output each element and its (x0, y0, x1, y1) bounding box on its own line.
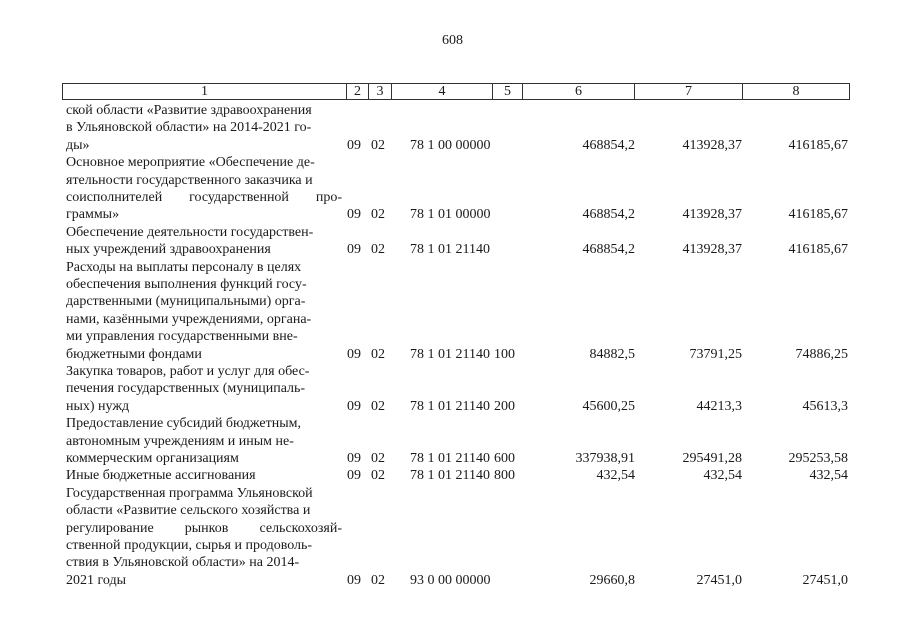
cell-vr: 600 (494, 450, 515, 466)
row-name-line: ской области «Развитие здравоохранения (66, 103, 312, 118)
cell-value-6: 84882,5 (589, 346, 635, 362)
header-col-4: 4 (392, 84, 493, 99)
header-col-1: 1 (63, 84, 347, 99)
cell-value-8: 416185,67 (788, 137, 848, 153)
cell-value-8: 295253,58 (788, 450, 848, 466)
cell-rz: 09 (347, 242, 361, 258)
cell-value-8: 432,54 (809, 468, 848, 484)
cell-value-6: 432,54 (596, 468, 635, 484)
table-header (62, 83, 850, 100)
row-name-line: автономным учреждениям и иным не- (66, 433, 294, 449)
cell-vr: 100 (494, 346, 515, 362)
row-name-line: коммерческим организациям (66, 451, 239, 466)
row-name-line: ных) нужд (66, 398, 130, 414)
cell-pr: 02 (371, 137, 385, 153)
cell-pr: 02 (371, 398, 385, 414)
row-name-line: Основное мероприятие «Обеспечение де- (66, 155, 315, 171)
cell-pr: 02 (371, 207, 385, 223)
cell-value-6: 337938,91 (575, 450, 635, 466)
cell-csr: 78 1 00 00000 (410, 137, 491, 153)
header-col-3: 3 (369, 84, 392, 99)
cell-vr: 200 (494, 398, 515, 414)
cell-value-8: 74886,25 (795, 346, 848, 362)
cell-value-8: 27451,0 (802, 572, 848, 588)
header-col-7: 7 (635, 84, 743, 99)
cell-csr: 78 1 01 21140 (410, 346, 490, 362)
cell-value-7: 413928,37 (682, 207, 742, 223)
row-name-line: ственной продукции, сырья и продоволь- (66, 538, 313, 554)
cell-pr: 02 (371, 242, 385, 258)
row-name (66, 485, 342, 589)
cell-pr: 02 (371, 468, 385, 484)
cell-value-7: 413928,37 (682, 137, 742, 153)
row-name (66, 259, 342, 363)
cell-csr: 78 1 01 00000 (410, 207, 491, 223)
header-col-6: 6 (523, 84, 635, 99)
cell-value-8: 416185,67 (788, 242, 848, 258)
cell-value-6: 45600,25 (582, 398, 635, 414)
row-name-line: регулирование рынков сельскохозяй- (66, 520, 342, 536)
cell-rz: 09 (347, 450, 361, 466)
row-name-line: нами, казёнными учреждениями, органа- (66, 311, 312, 327)
header-col-5: 5 (493, 84, 523, 99)
cell-pr: 02 (371, 346, 385, 362)
cell-rz: 09 (347, 398, 361, 414)
cell-rz: 09 (347, 137, 361, 153)
cell-value-6: 468854,2 (582, 207, 635, 223)
cell-value-7: 295491,28 (682, 450, 742, 466)
row-name-line: Расходы на выплаты персоналу в целях (66, 259, 302, 275)
header-col-8: 8 (792, 84, 800, 99)
cell-pr: 02 (371, 450, 385, 466)
cell-value-8: 45613,3 (802, 398, 848, 414)
row-name-line: Иные бюджетные ассигнования (66, 468, 256, 484)
row-name-line: Государственная программа Ульяновской (66, 485, 313, 501)
row-name-line: Закупка товаров, работ и услуг для обес- (66, 364, 310, 379)
row-name-line: ми управления государственными вне- (66, 329, 298, 345)
cell-vr: 800 (494, 468, 515, 484)
cell-value-6: 468854,2 (582, 137, 635, 153)
cell-value-8: 416185,67 (788, 207, 848, 223)
cell-value-6: 468854,2 (582, 242, 635, 258)
row-name (66, 224, 342, 259)
row-name-line: области «Развитие сельского хозяйства и (66, 503, 311, 519)
cell-value-7: 44213,3 (696, 398, 742, 414)
cell-rz: 09 (347, 207, 361, 223)
cell-value-7: 413928,37 (682, 242, 742, 258)
cell-csr: 78 1 01 21140 (410, 468, 490, 484)
page-number: 608 (442, 33, 463, 48)
cell-value-7: 27451,0 (696, 572, 742, 588)
header-col-2: 2 (347, 84, 369, 99)
row-name-line: ных учреждений здравоохранения (66, 242, 271, 258)
cell-value-6: 29660,8 (589, 572, 635, 588)
cell-csr: 93 0 00 00000 (410, 572, 491, 588)
cell-csr: 78 1 01 21140 (410, 398, 490, 414)
cell-rz: 09 (347, 572, 361, 588)
row-name-line: в Ульяновской области» на 2014-2021 го- (66, 120, 312, 136)
cell-csr: 78 1 01 21140 (410, 242, 490, 258)
cell-rz: 09 (347, 346, 361, 362)
row-name-line: 2021 годы (66, 572, 127, 588)
row-name-line: ды» (66, 137, 90, 153)
row-name (66, 154, 342, 224)
row-name (66, 102, 342, 154)
row-name-line: бюджетными фондами (66, 346, 202, 362)
row-name (66, 363, 342, 415)
row-name-line: соисполнителей государственной про- (66, 190, 342, 205)
row-name-line: ствия в Ульяновской области» на 2014- (66, 555, 300, 571)
row-name-line: ятельности государственного заказчика и (66, 172, 313, 188)
row-name-line: Обеспечение деятельности государствен- (66, 224, 314, 240)
cell-value-7: 73791,25 (689, 346, 742, 362)
row-name (66, 467, 342, 484)
cell-pr: 02 (371, 572, 385, 588)
cell-csr: 78 1 01 21140 (410, 450, 490, 466)
row-name (66, 415, 342, 467)
cell-value-7: 432,54 (703, 468, 742, 484)
row-name-line: граммы» (66, 207, 120, 223)
cell-rz: 09 (347, 468, 361, 484)
row-name-line: дарственными (муниципальными) орга- (66, 294, 306, 310)
row-name-line: обеспечения выполнения функций госу- (66, 277, 307, 292)
row-name-line: Предоставление субсидий бюджетным, (66, 416, 302, 432)
row-name-line: печения государственных (муниципаль- (66, 381, 306, 397)
